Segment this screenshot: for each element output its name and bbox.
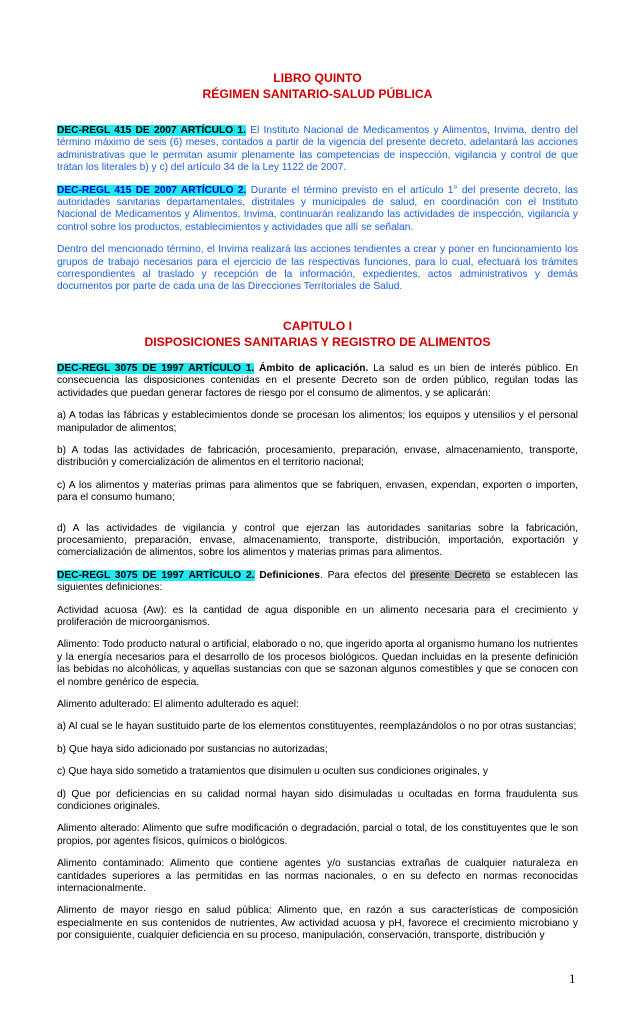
blue-paragraph-2 (57, 185, 578, 235)
definition-paragraph: d) Que por deficiencias en su calidad normal hayan sido disimuladas u ocultadas en forma fraudulenta sus condiciones originales. (57, 788, 578, 813)
definition-paragraph: Alimento contaminado: Alimento que contiene agentes y/o sustancias extrañas de cualquier naturaleza en cantidades superiores a las permitidas en las normas nacionales, o en su defecto en normas reconocidas internacionalmente. (57, 858, 578, 895)
definition-paragraph: Actividad acuosa (Aw): es la cantidad de agua disponible en un alimento necesaria para el crecimiento y proliferación de microorganismos. (57, 604, 578, 628)
definition-paragraph: b) Que haya sido adicionado por sustancias no autorizadas; (57, 743, 328, 755)
list-item: d) A las actividades de vigilancia y control que ejerzan las autoridades sanitarias sobre la fabricación, procesamiento, preparación, envase, almacenamiento, transporte, distribución, importación, exportación y comercialización de alimentos, sobre los alimentos y materias primas para alimentos. (57, 522, 578, 559)
definition-paragraph: c) Que haya sido sometido a tratamientos que disimulen u oculten sus condiciones originales, y (57, 766, 488, 778)
article-2-paragraph (57, 570, 578, 595)
paragraph-text: El Instituto Nacional de Medicamentos y Alimentos, Invima, dentro del término máximo de seis (6) meses, contados a partir de la vigencia del presente decreto, adelantará las acciones administrativas que le permitan asumir plenamente las competencias de inspección, vigilancia y control de que tratan los literales b) y c) del artículo 34 de la Ley 1122 de 2007. (57, 125, 579, 174)
article-heading: Definiciones (259, 569, 320, 581)
paragraph-text: se establecen las siguientes definiciones: (57, 569, 578, 594)
book-title: LIBRO QUINTO (273, 71, 362, 85)
article-1-paragraph (57, 363, 578, 400)
paragraph-text: . Para efectos del (319, 569, 411, 581)
paragraph-text: La salud es un bien de interés público. En consecuencia las disposiciones contenidas en el presente Decreto son de orden público, regulan todas las actividades que puedan generar factores de riesgo por el consumo de alimentos, y se aplicarán: (57, 362, 578, 399)
article-reference: DEC-REGL 3075 DE 1997 ARTÍCULO 2. (57, 569, 255, 581)
paragraph-text: Durante el término previsto en el artículo 1° del presente decreto, las autoridades sanitarias departamentales, distritales y municipales de salud, en coordinación con el Instituto Nacional de Medicamentos y Alimentos, Invima, continuarán realizando las actividades de inspección, vigilancia y control sobre los productos, establecimientos y actividades que allí se señalan. (57, 184, 578, 233)
definition-paragraph: Alimento: Todo producto natural o artificial, elaborado o no, que ingerido aporta al organismo humano los nutrientes y la energía necesarios para el desarrollo de los procesos biológicos. Quedan incluidas en la presente definición las bebidas no alcohólicas, y aquellas sustancias con que se sazonan algunos comestibles y que se conocen con el nombre genérico de especia. (57, 639, 578, 688)
definition-paragraph: Alimento adulterado: El alimento adulterado es aquel: (57, 699, 299, 710)
paragraph-text: Dentro del mencionado término, el Invima realizará las acciones tendientes a crear y poner en funcionamiento los grupos de trabajo necesarios para el ejercicio de las respectivas funciones, para lo cual, efectuará los trámites correspondientes al traslado y recepción de la información, expedientes, actos administrativos y demás documentos por parte de cada una de las Direcciones Territoriales de Salud. (57, 244, 578, 293)
document-body (57, 70, 578, 943)
chapter-title: CAPITULO I (282, 318, 353, 333)
definition-paragraph: Alimento de mayor riesgo en salud pública: Alimento que, en razón a sus características de composición especialmente en sus contenidos de nutrientes, Aw actividad acuosa y pH, favorece el crecimiento microbiano y por consiguiente, cualquier deficiencia en su proceso, manipulación, conservación, transporte, distribución y (57, 905, 578, 942)
chapter-subtitle: DISPOSICIONES SANITARIAS Y REGISTRO DE ALIMENTOS (144, 334, 491, 349)
article-reference: DEC-REGL 415 DE 2007 ARTÍCULO 1. (57, 125, 246, 136)
definition-paragraph: a) Al cual se le hayan sustituido parte de los elementos constituyentes, reemplazándolos o no por otras sustancias; (57, 721, 577, 733)
list-item: b) A todas las actividades de fabricación, procesamiento, preparación, envase, almacenamiento, transporte, distribución y comercialización de alimentos en el territorio nacional; (57, 444, 578, 469)
list-item: a) A todas las fábricas y establecimientos donde se procesan los alimentos; los equipos y utensilios y el personal manipulador de alimentos; (57, 410, 578, 434)
page-number: 1 (569, 971, 576, 986)
article-reference: DEC-REGL 415 DE 2007 ARTÍCULO 2. (57, 184, 247, 196)
blue-paragraph-1 (57, 125, 578, 175)
highlighted-text: presente Decreto (410, 569, 491, 581)
blue-paragraph-3 (57, 244, 578, 294)
article-reference: DEC-REGL 3075 DE 1997 ARTÍCULO 1. (57, 362, 255, 374)
list-item: c) A los alimentos y materias primas para alimentos que se fabriquen, envasen, expendan, exporten o importen, para el consumo humano; (57, 479, 578, 504)
article-heading: Ámbito de aplicación. (259, 362, 369, 374)
book-subtitle: RÉGIMEN SANITARIO-SALUD PÚBLICA (202, 87, 433, 101)
definition-paragraph: Alimento alterado: Alimento que sufre modificación o degradación, parcial o total, de los constituyentes que le son propios, por agentes físicos, químicos o biológicos. (57, 823, 578, 847)
